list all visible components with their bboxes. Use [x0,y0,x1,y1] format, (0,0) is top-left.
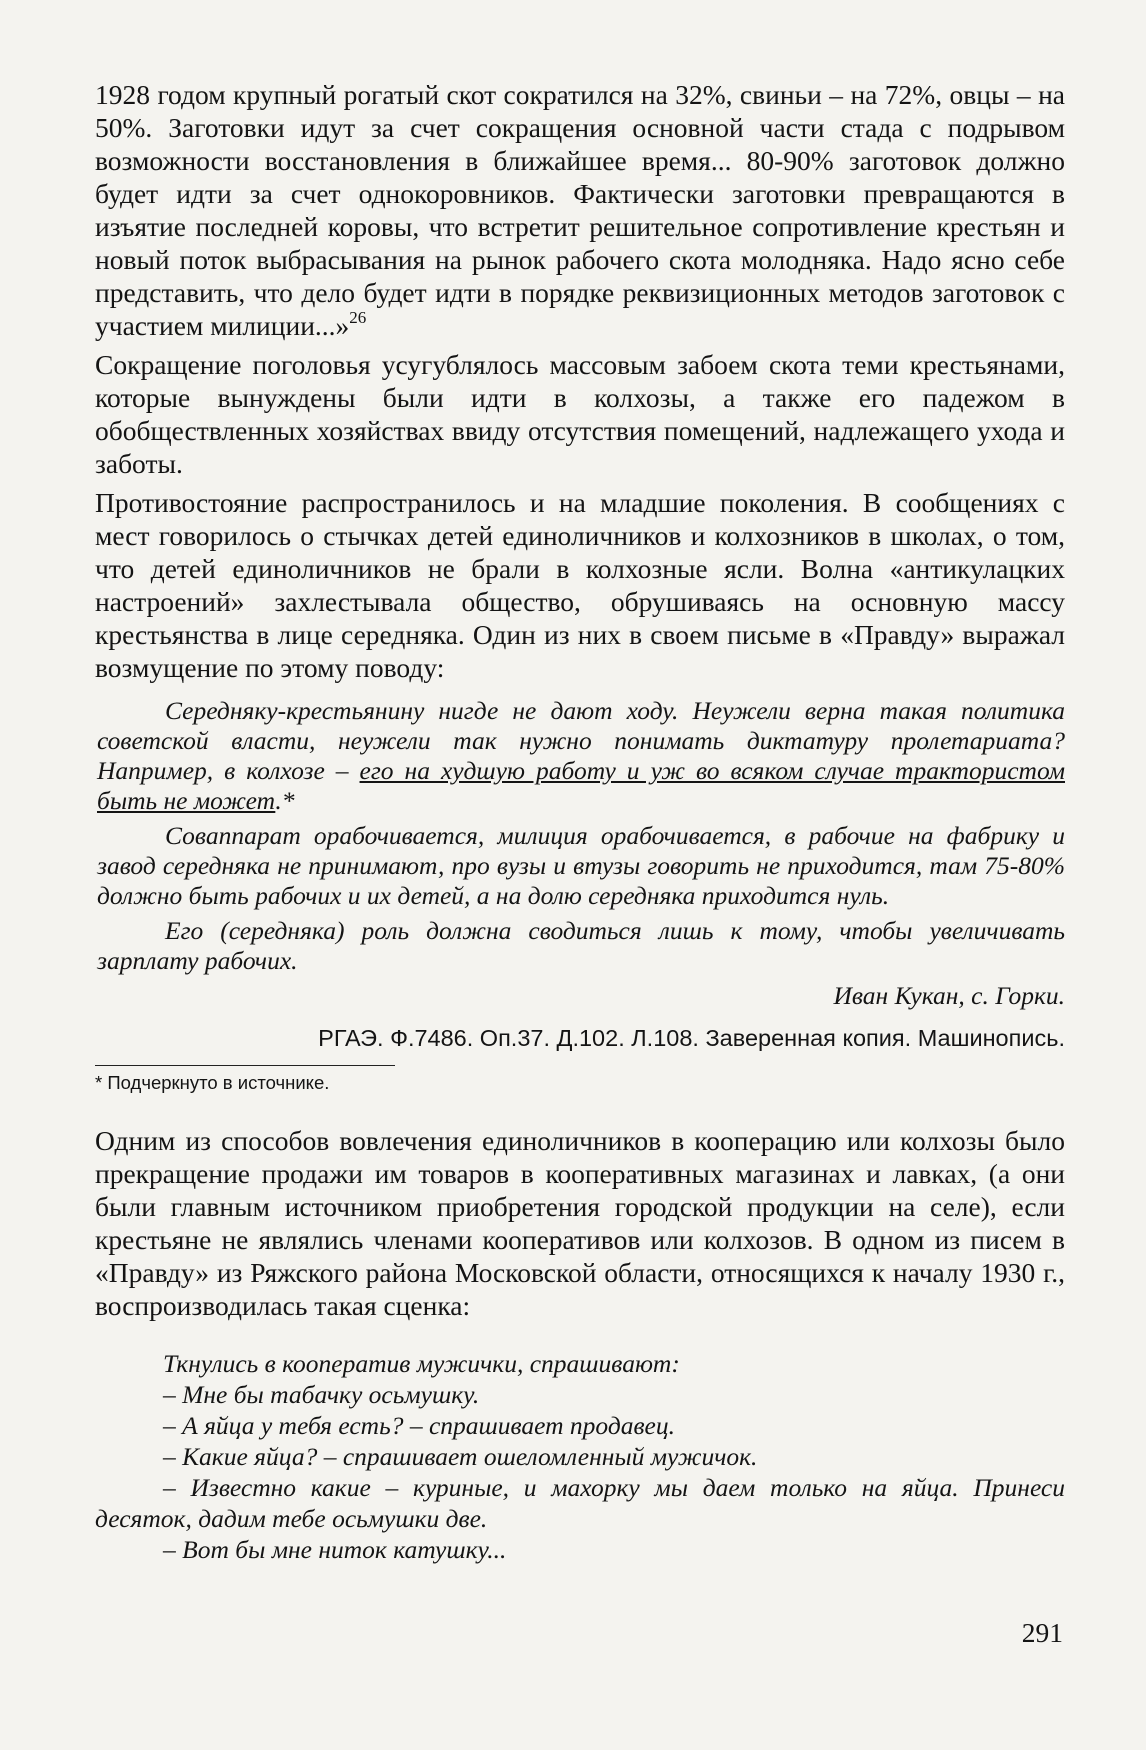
dialog-line: – Мне бы табачку осьмушку. [163,1380,480,1409]
dialog-line: – Известно какие – куриные, и махорку мы даем только на яйца. Принеси десяток, дадим тебе осьмушки две. [95,1473,1065,1533]
dialog-scene [95,1348,1065,1565]
dialog-line: Ткнулись в кооператив мужички, спрашивают: [163,1349,680,1378]
letter-paragraph-1-text: Середняку-крестьянину нигде не дают ходу. Неужели верна такая политика советской власти, неужели так нужно понимать диктатуру пролетариата? Например, в колхозе – [97,696,1065,785]
paragraph-3: Противостояние распространилось и на младшие поколения. В сообщениях с мест говорилось о стычках детей единоличников и колхозников в школах, о том, что детей единоличников не брали в колхозные ясли. Волна «антикулацких настроений» захлестывала общество, обрушиваясь на основную массу крестьянства в лице середняка. Один из них в своем письме в «Правду» выражал возмущение по этому поводу: [95,487,1065,683]
footnote-divider [95,1065,395,1066]
paragraph-1 [95,78,1065,342]
letter-quote [95,696,1065,1011]
dialog-line: – Какие яйца? – спрашивает ошеломленный мужичок. [163,1442,758,1471]
letter-paragraph-2: Соваппарат орабочивается, милиция орабочивается, в рабочие на фабрику и завод середняка не принимают, про вузы и втузы говорить не приходится, там 75-80% должно быть рабочих и их детей, а на долю середняка приходится нуль. [97,821,1065,910]
page-content [95,78,1065,1565]
letter-paragraph-1 [97,696,1065,816]
dialog-line: – Вот бы мне ниток катушку... [163,1535,507,1564]
dialog-line: – А яйца у тебя есть? – спрашивает продавец. [163,1411,676,1440]
paragraph-1-text: 1928 годом крупный рогатый скот сократился на 32%, свиньи – на 72%, овцы – на 50%. Заготовки идут за счет сокращения основной части стада с подрывом возможности восстановления в ближайшее время... 80-90% заготовок должно будет идти за счет однокоровников. Фактически заготовки превращаются в изъятие последней коровы, что встретит решительное сопротивление крестьян и новый поток выбрасывания на рынок рабочего скота молодняка. Надо ясно себе представить, что дело будет идти в порядке реквизиционных методов заготовок с участием милиции...» [95,79,1065,341]
letter-paragraph-3: Его (середняка) роль должна сводиться лишь к тому, чтобы увеличивать зарплату рабочих. [97,916,1065,975]
paragraph-2: Сокращение поголовья усугублялось массовым забоем скота теми крестьянами, которые вынуждены были идти в колхозы, а также его падежом в обобществленных хозяйствах ввиду отсутствия помещений, надлежащего ухода и заботы. [95,349,1065,479]
archive-citation: РГАЭ. Ф.7486. Оп.37. Д.102. Л.108. Заверенная копия. Машинопись. [318,1025,1065,1051]
footnote-marker: .* [275,786,295,815]
page-number: 291 [1021,1617,1063,1648]
footnote: * Подчеркнуто в источнике. [95,1072,330,1093]
paragraph-4: Одним из способов вовлечения единоличников в кооперацию или колхозы было прекращение продажи им товаров в кооперативных магазинах и лавках, (а они были главным источником приобретения городской продукции на селе), если крестьяне не являлись членами кооперативов или колхозов. В одном из писем в «Правду» из Ряжского района Московской области, относящихся к началу 1930 г., воспроизводилась такая сценка: [95,1125,1065,1321]
letter-signature: Иван Кукан, с. Горки. [833,981,1065,1010]
underlined-text: его на худшую работу и уж во всяком случае трактористом быть не может [97,756,1065,815]
footnote-ref-26: 26 [349,308,367,327]
